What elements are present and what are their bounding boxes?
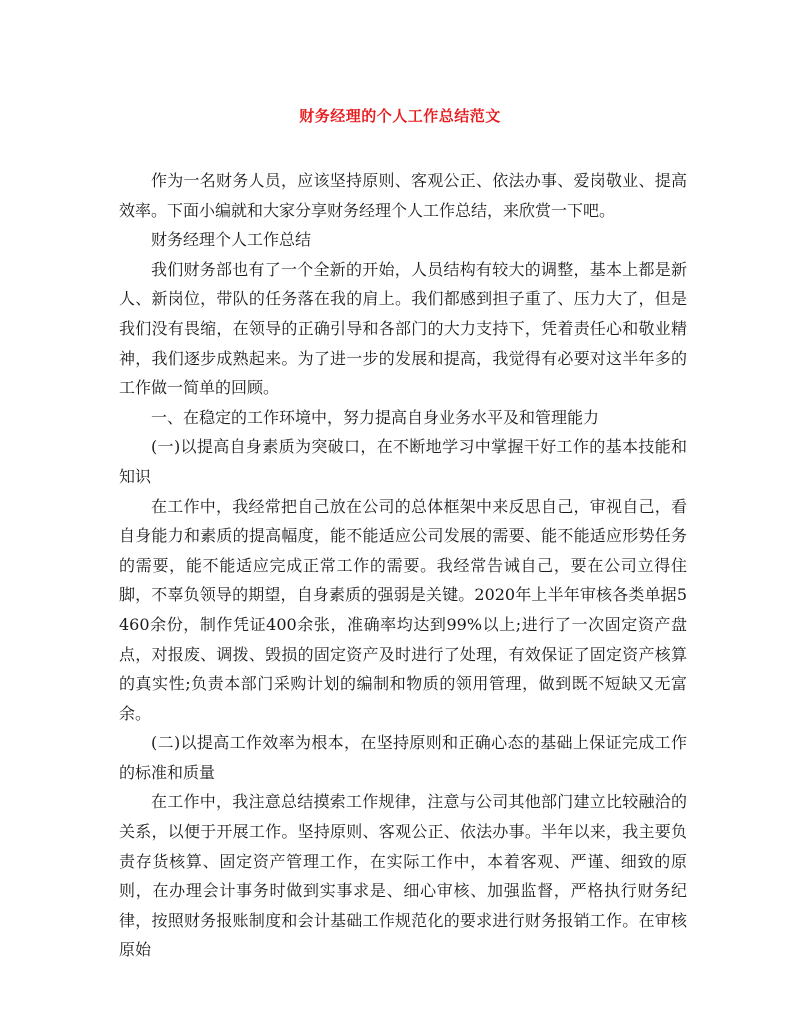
subsection-heading: (二)以提高工作效率为根本，在坚持原则和正确心态的基础上保证完成工作的标准和质量 (119, 733, 687, 782)
body-paragraph: 在工作中，我注意总结摸索工作规律，注意与公司其他部门建立比较融洽的关系，以便于开展工作。坚持原则、客观公正、依法办事。半年以来，我主要负责存货核算、固定资产管理工作，在实际工作中，本着客观、严谨、细致的原则，在办理会计事务时做到实事求是、细心审核、加强监督，严格执行财务纪律，按照财务报账制度和会计基础工作规范化的要求进行财务报销工作。在审核原始 (119, 792, 687, 960)
body-paragraph: 在工作中，我经常把自己放在公司的总体框架中来反思自己，审视自己，看自身能力和素质的提高幅度，能不能适应公司发展的需要、能不能适应形势任务的需要，能不能适应完成正常工作的需要。我经常告诫自己，要在公司立得住脚，不辜负领导的期望，自身素质的强弱是关键。2020年上半年审核各类单据5460余份，制作凭证400余张，准确率均达到99%以上;进行了一次固定资产盘点，对报废、调拨、毁损的固定资产及时进行了处理，有效保证了固定资产核算的真实性;负责本部门采购计划的编制和物质的领用管理，做到既不短缺又无富余。 (119, 496, 687, 723)
document-body (119, 166, 687, 965)
document-title: 财务经理的个人工作总结范文 (299, 107, 501, 125)
subsection-heading: (一)以提高自身素质为突破口，在不断地学习中掌握干好工作的基本技能和知识 (119, 437, 687, 486)
section-heading: 财务经理个人工作总结 (151, 230, 312, 250)
intro-paragraph: 作为一名财务人员，应该坚持原则、客观公正、依法办事、爱岗敬业、提高效率。下面小编就和大家分享财务经理个人工作总结，来欣赏一下吧。 (119, 171, 687, 220)
body-paragraph: 我们财务部也有了一个全新的开始，人员结构有较大的调整，基本上都是新人、新岗位，带队的任务落在我的肩上。我们都感到担子重了、压力大了，但是我们没有畏缩，在领导的正确引导和各部门的大力支持下，凭着责任心和敬业精神，我们逐步成熟起来。为了进一步的发展和提高，我觉得有必要对这半年多的工作做一简单的回顾。 (119, 259, 687, 398)
section-heading: 一、在稳定的工作环境中，努力提高自身业务水平及和管理能力 (151, 407, 600, 427)
